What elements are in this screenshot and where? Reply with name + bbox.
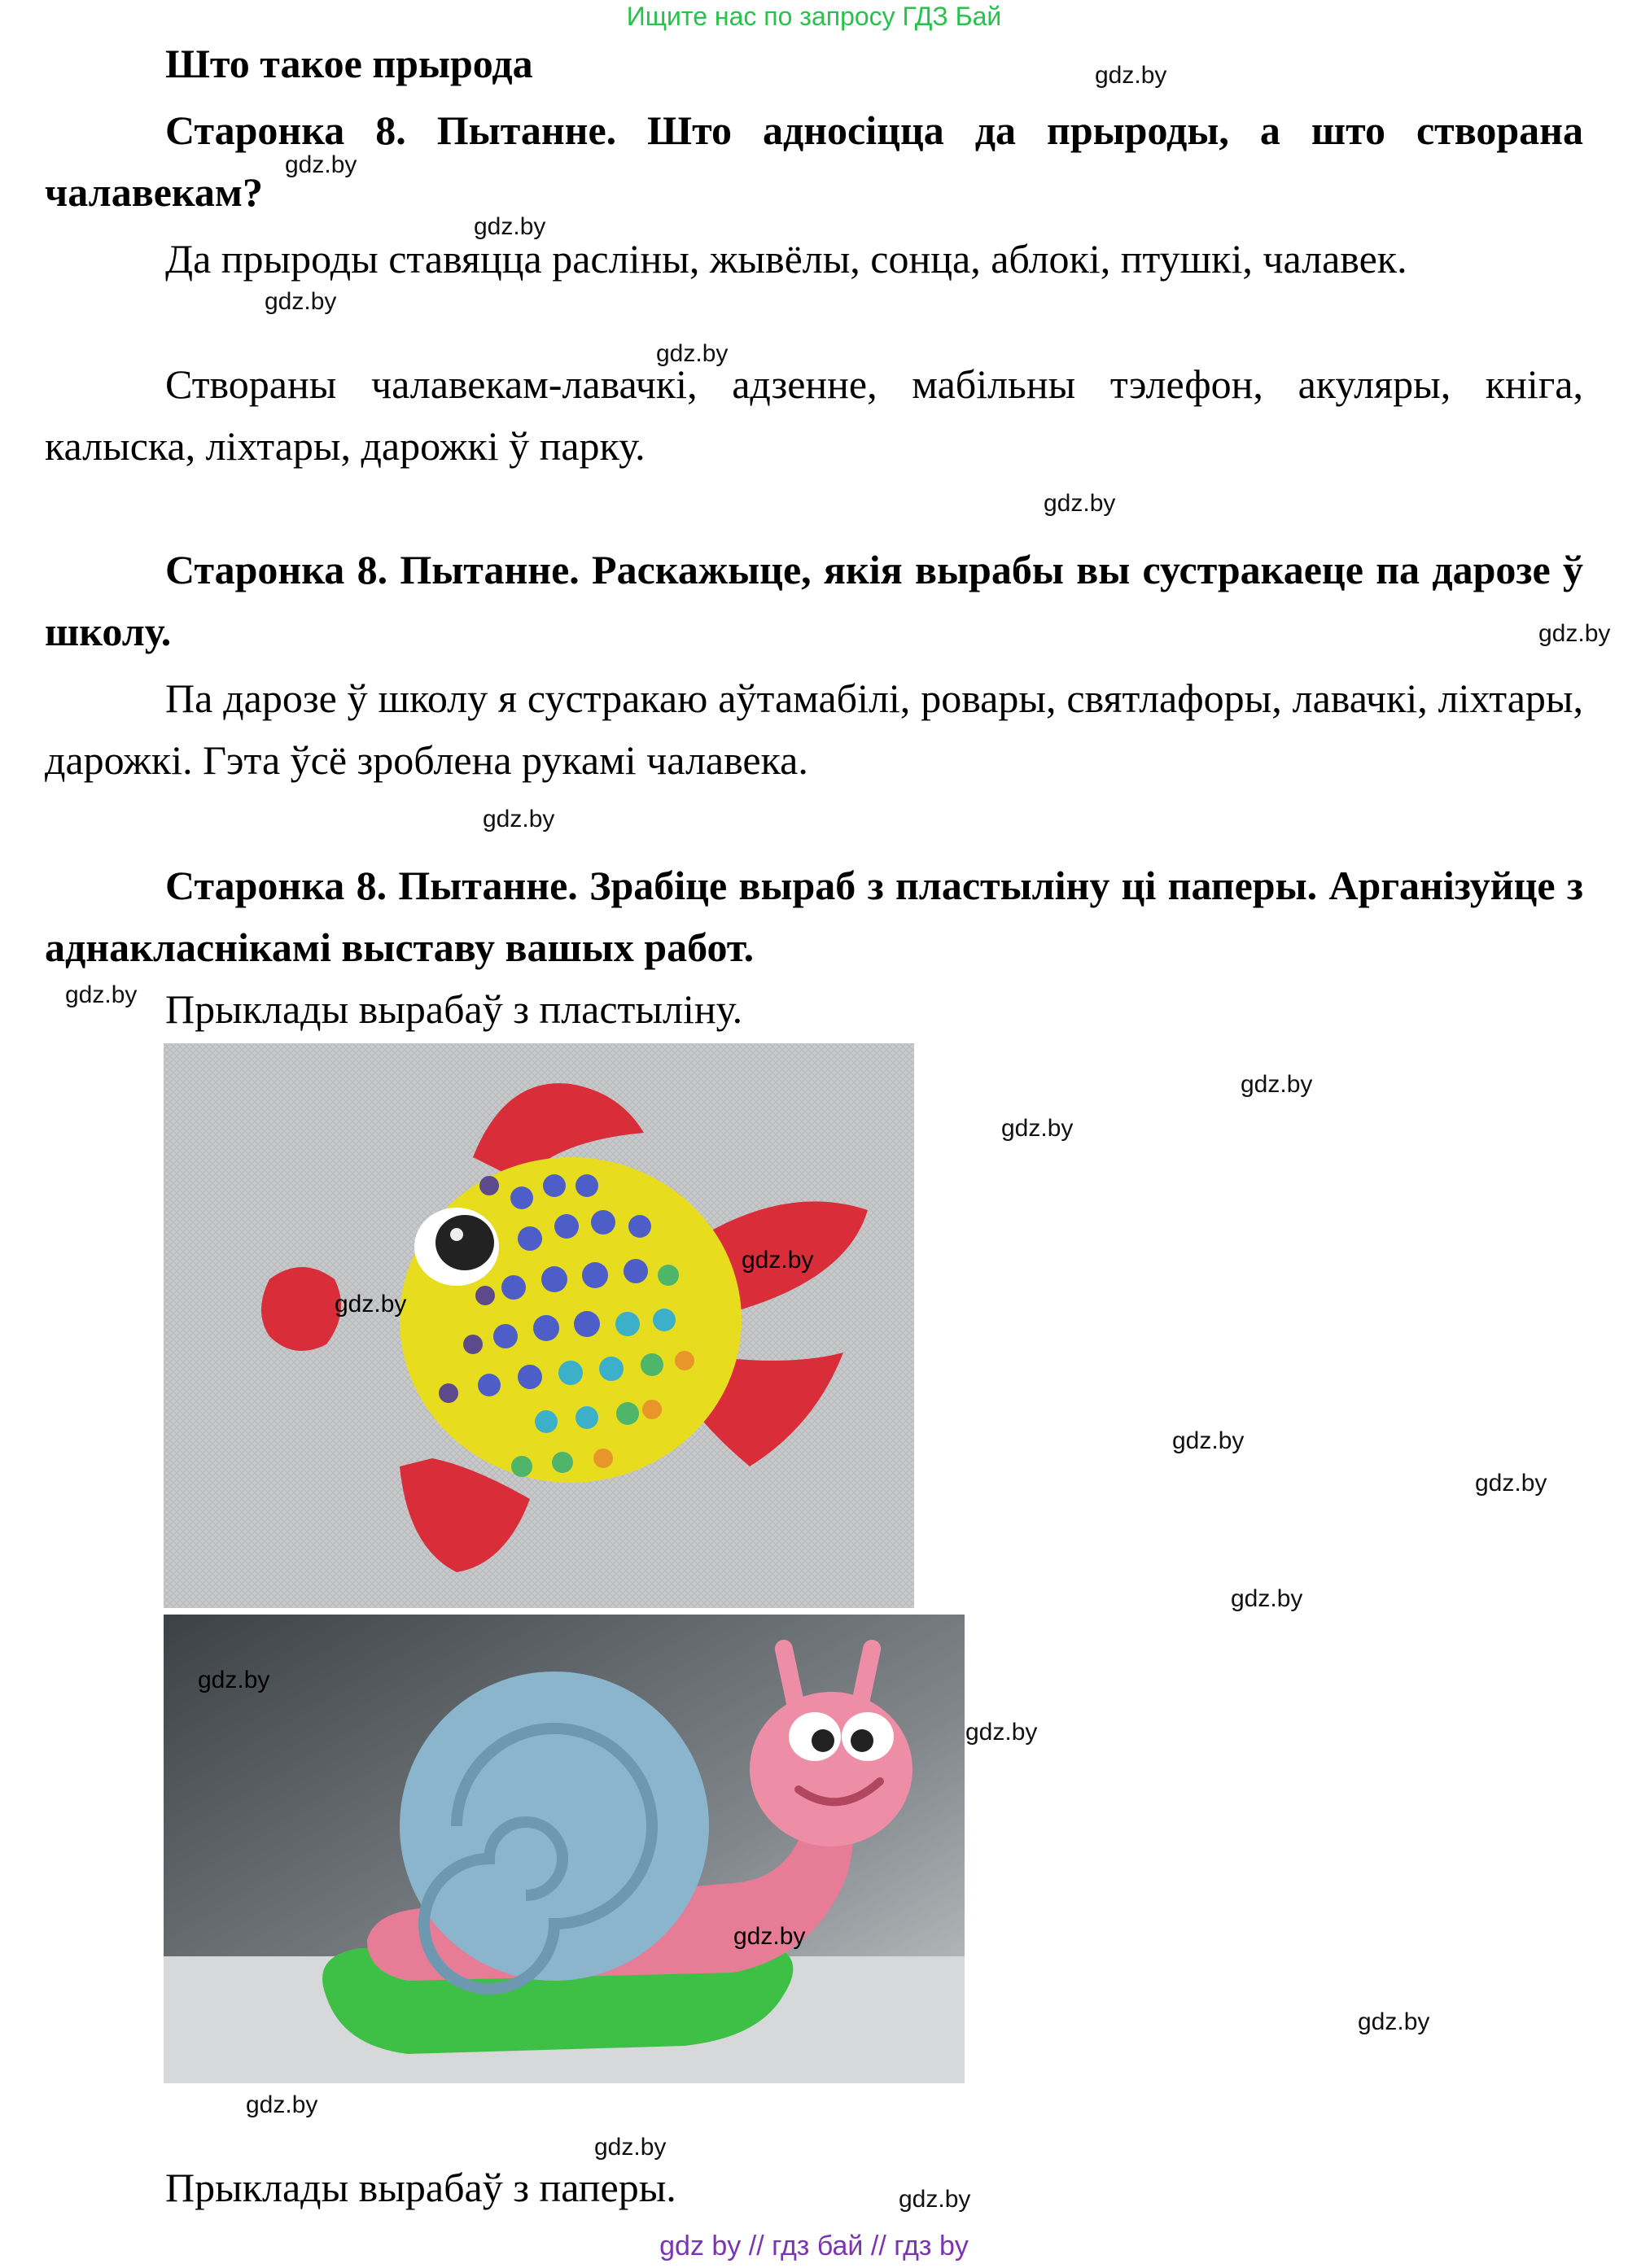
watermark: gdz.by: [1001, 1115, 1074, 1142]
snail-plasticine-photo: [164, 1615, 965, 2083]
fish-plasticine-photo: [164, 1043, 914, 1608]
paper-examples-text: Прыклады вырабаў з паперы.: [165, 2165, 676, 2210]
watermark: gdz.by: [474, 213, 546, 240]
answer-2-1: Па дарозе ў школу я сустракаю аўтамабілі, ровары, святлафоры, лавачкі, ліхтары, дарожкі. Гэта ўсё зроблена рукамі чалавека.: [45, 675, 1583, 783]
question-3: Старонка 8. Пытанне. Зрабіце выраб з пластыліну ці паперы. Арганізуйце з аднакласнікамі выставу вашых работ.: [45, 863, 1583, 970]
watermark: gdz.by: [1475, 1470, 1547, 1497]
watermark: gdz.by: [965, 1719, 1038, 1746]
watermark-on-fish-2: gdz.by: [742, 1247, 814, 1274]
watermark: gdz.by: [1241, 1071, 1313, 1098]
watermark: gdz.by: [594, 2134, 667, 2161]
watermark: gdz.by: [246, 2091, 318, 2118]
watermark: gdz.by: [1358, 2008, 1430, 2035]
watermark: gdz.by: [1095, 62, 1167, 89]
watermark: gdz.by: [65, 981, 138, 1008]
question-2: Старонка 8. Пытанне. Раскажыце, якія вырабы вы сустракаеце па дарозе ў школу.: [45, 547, 1583, 654]
watermark-on-fish-1: gdz.by: [335, 1291, 407, 1318]
watermark: gdz.by: [899, 2186, 971, 2213]
watermark: gdz.by: [1172, 1427, 1245, 1454]
watermark: gdz.by: [285, 151, 357, 178]
question-1: Старонка 8. Пытанне. Што адносіцца да прыроды, а што створана чалавекам?: [45, 107, 1583, 215]
answer-1-2: Створаны чалавекам-лавачкі, адзенне, мабільны тэлефон, акуляры, кніга, калыска, ліхтары, дарожкі ў парку.: [45, 361, 1583, 469]
search-banner[interactable]: Ищите нас по запросу ГДЗ Бай: [626, 2, 1002, 31]
page-title: Што такое прырода: [165, 41, 533, 86]
watermark: gdz.by: [1044, 490, 1116, 517]
watermark-on-snail-2: gdz.by: [733, 1923, 806, 1950]
watermark: gdz.by: [656, 340, 729, 367]
watermark: gdz.by: [1538, 620, 1611, 647]
watermark-on-snail-1: gdz.by: [198, 1667, 270, 1693]
footer-links[interactable]: gdz by // гдз бай // гдз by: [659, 2231, 969, 2261]
watermark: gdz.by: [483, 806, 555, 832]
answer-1-1: Да прыроды ставяцца расліны, жывёлы, сонца, аблокі, птушкі, чалавек.: [165, 236, 1407, 282]
watermark: gdz.by: [265, 288, 337, 315]
answer-3-1: Прыклады вырабаў з пластыліну.: [165, 986, 743, 1032]
watermark: gdz.by: [1231, 1585, 1303, 1612]
